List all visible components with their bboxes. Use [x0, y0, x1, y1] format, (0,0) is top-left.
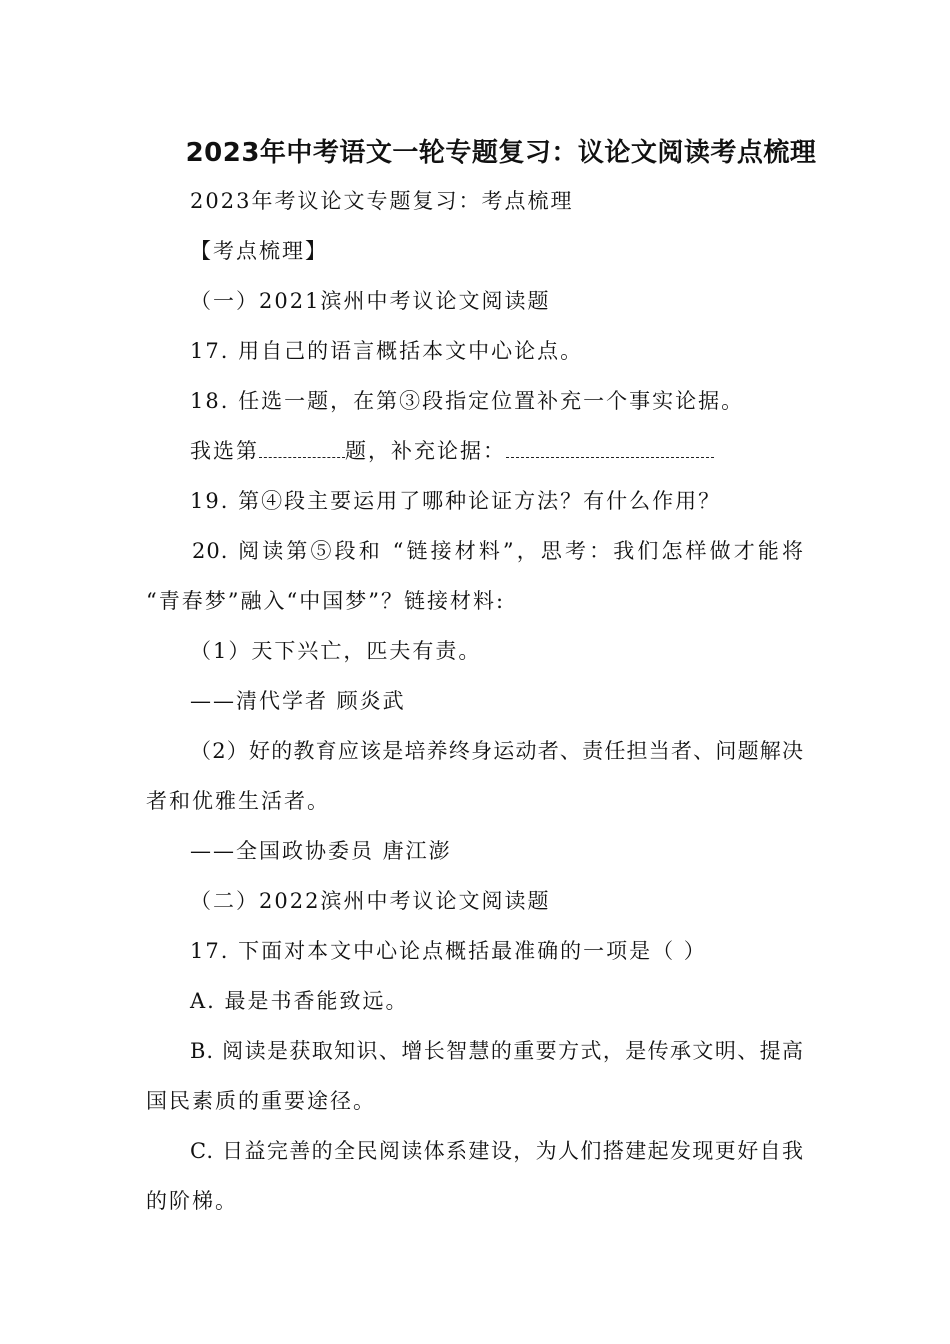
subtitle: 2023年考议论文专题复习：考点梳理 — [190, 189, 574, 213]
section-header: 【考点梳理】 — [190, 239, 328, 263]
option-c-line2: 的阶梯。 — [146, 1189, 238, 1213]
question-18-answer-line — [190, 436, 714, 466]
answer-blank-number — [259, 439, 345, 458]
material-1-source: ——清代学者 顾炎武 — [190, 689, 406, 713]
part2-title: （二）2022滨州中考议论文阅读题 — [190, 889, 551, 913]
option-b-line2: 国民素质的重要途径。 — [146, 1089, 376, 1113]
material-1: （1）天下兴亡，匹夫有责。 — [190, 639, 482, 663]
part2-question-17: 17. 下面对本文中心论点概括最准确的一项是（ ） — [190, 939, 707, 963]
answer-blank-evidence — [506, 439, 714, 458]
option-a: A. 最是书香能致远。 — [190, 989, 409, 1013]
option-b-line1: B. 阅读是获取知识、增长智慧的重要方式，是传承文明、提高 — [190, 1039, 804, 1063]
question-20-line2: “青春梦”融入“中国梦”？链接材料: — [146, 589, 506, 613]
question-18: 18. 任选一题，在第③段指定位置补充一个事实论据。 — [190, 389, 745, 413]
material-2-line1: （2）好的教育应该是培养终身运动者、责任担当者、问题解决 — [190, 739, 804, 763]
material-2-line2: 者和优雅生活者。 — [146, 789, 330, 813]
question-20-line1: 20. 阅读第⑤段和 “链接材料”，思考：我们怎样做才能将 — [192, 539, 804, 563]
question-17: 17. 用自己的语言概括本文中心论点。 — [190, 339, 584, 363]
answer-middle: 题，补充论据： — [345, 439, 506, 463]
material-2-source: ——全国政协委员 唐江澎 — [190, 839, 452, 863]
question-19: 19. 第④段主要运用了哪种论证方法？有什么作用？ — [190, 489, 722, 513]
answer-prefix: 我选第 — [190, 439, 259, 463]
part1-title: （一）2021滨州中考议论文阅读题 — [190, 289, 551, 313]
page-title: 2023年中考语文一轮专题复习：议论文阅读考点梳理 — [185, 138, 817, 168]
option-c-line1: C. 日益完善的全民阅读体系建设，为人们搭建起发现更好自我 — [190, 1139, 804, 1163]
